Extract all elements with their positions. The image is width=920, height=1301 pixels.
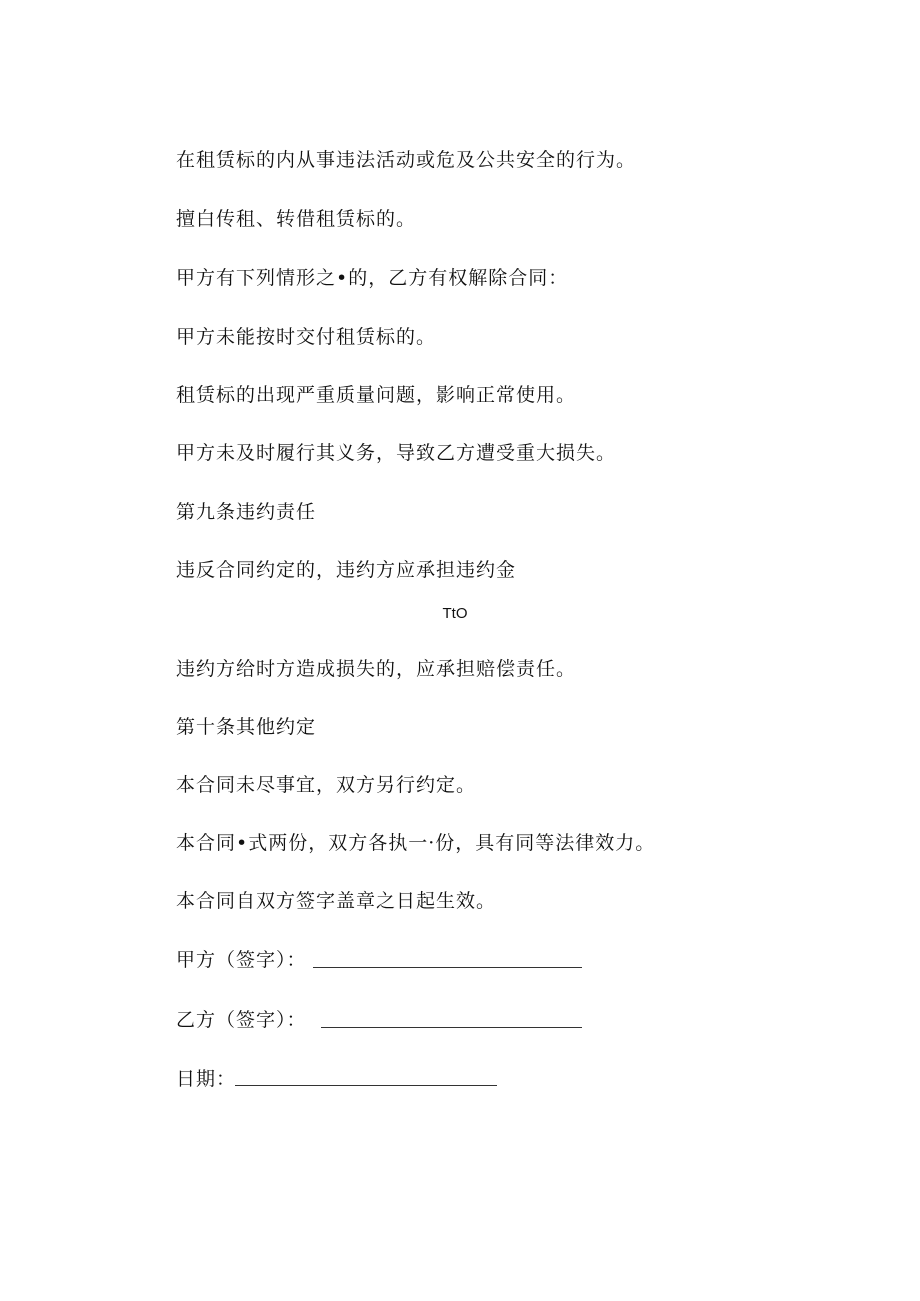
- date-line[interactable]: [235, 1085, 497, 1086]
- party-a-signature-label: 甲方（签字）：: [176, 949, 307, 971]
- party-a-signature-line[interactable]: [313, 967, 582, 968]
- clause-line: 违约方给时方造成损失的，应承担赔偿责任。: [176, 658, 577, 680]
- clause-line: 甲方未能按时交付租赁标的。: [176, 326, 437, 348]
- clause-line: 本合同•式两份，双方各执一·份，具有同等法律效力。: [176, 832, 656, 854]
- clause-line: 在租赁标的内从事违法活动或危及公共安全的行为。: [176, 149, 637, 171]
- clause-line: 甲方有下列情形之•的，乙方有权解除合同：: [176, 267, 569, 289]
- section-heading: 第十条其他约定: [176, 716, 317, 738]
- clause-line: 本合同自双方签字盖章之日起生效。: [176, 890, 497, 912]
- clause-line: 违反合同约定的，违约方应承担违约金: [176, 559, 517, 581]
- clause-line: 租赁标的出现严重质量问题，影响正常使用。: [176, 384, 577, 406]
- clause-line: 甲方未及时履行其义务，导致乙方遭受重大损失。: [176, 442, 617, 464]
- date-label: 日期：: [176, 1068, 237, 1090]
- clause-line: 擅白传租、转借租赁标的。: [176, 208, 417, 230]
- clause-line: 本合同未尽事宜，双方另行约定。: [176, 774, 477, 796]
- party-b-signature-line[interactable]: [321, 1027, 582, 1028]
- page-marker: TtO: [442, 605, 468, 622]
- party-b-signature-label: 乙方（签字）：: [176, 1009, 307, 1031]
- section-heading: 第九条违约责任: [176, 501, 317, 523]
